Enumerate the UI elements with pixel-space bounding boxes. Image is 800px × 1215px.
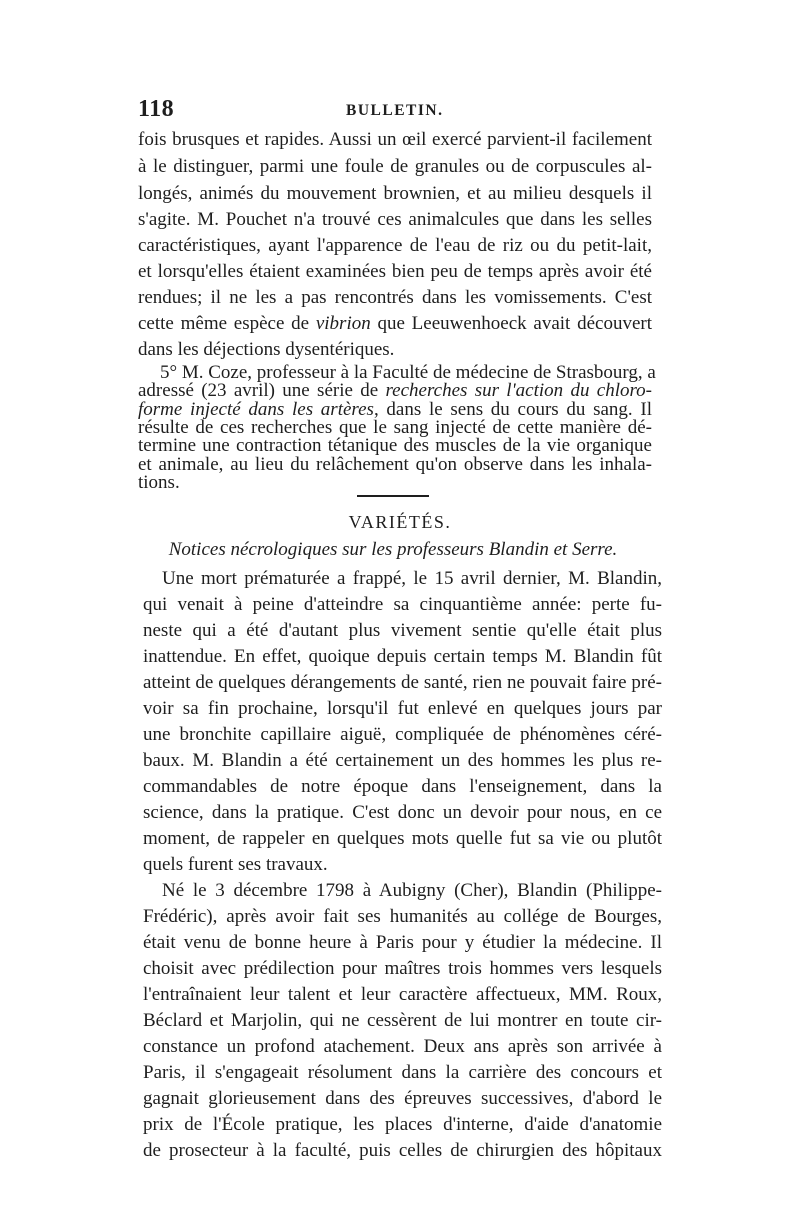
text-line: moment, de rappeler en quelques mots quelle fut sa vie ou plutôt <box>143 828 662 849</box>
text-line: et lorsqu'elles étaient examinées bien peu de temps après avoir été <box>138 261 652 282</box>
page-header <box>0 96 800 126</box>
text-line: résulte de ces recherches que le sang injecté de cette manière dé- <box>138 416 652 438</box>
text-line: et animale, au lieu du relâchement qu'on observe dans les inhala- <box>138 453 652 475</box>
text-line: à le distinguer, parmi une foule de granules ou de corpuscules al- <box>138 156 652 177</box>
text-line: gagnait glorieusement dans des épreuves successives, d'abord le <box>143 1088 662 1109</box>
text-line: constance un profond atachement. Deux ans après son arrivée à <box>143 1036 662 1057</box>
text-line: baux. M. Blandin a été certainement un des hommes les plus re- <box>143 750 662 771</box>
text-line: rendues; il ne les a pas rencontrés dans les vomissements. C'est <box>138 287 652 308</box>
text-line: Béclard et Marjolin, qui ne cessèrent de lui montrer en toute cir- <box>143 1010 662 1031</box>
text-line: Une mort prématurée a frappé, le 15 avril dernier, M. Blandin, <box>162 568 662 589</box>
text-line: Frédéric), après avoir fait ses humanités au collége de Bourges, <box>143 906 662 927</box>
article-title: Notices nécrologiques sur les professeurs Blandin et Serre. <box>168 539 618 560</box>
text-line: l'entraînaient leur talent et leur caractère affectueux, MM. Roux, <box>143 984 662 1005</box>
emphasis: vibrion <box>315 313 371 334</box>
text-line: atteint de quelques dérangements de santé, rien ne pouvait faire pré- <box>143 672 662 693</box>
text-line: neste qui a été d'autant plus vivement sentie qu'elle était plus <box>143 620 662 641</box>
text-line: inattendue. En effet, quoique depuis certain temps M. Blandin fût <box>143 646 662 667</box>
text-line: cette même espèce de vibrion que Leeuwenhoeck avait découvert <box>138 313 652 334</box>
text-line: forme injecté dans les artères, dans le sens du cours du sang. Il <box>138 398 652 420</box>
text-line: Paris, il s'engageait résolument dans la carrière des concours et <box>143 1062 662 1083</box>
text-line: caractéristiques, ayant l'apparence de l'eau de riz ou du petit-lait, <box>138 235 652 256</box>
text-line: Né le 3 décembre 1798 à Aubigny (Cher), Blandin (Philippe- <box>162 880 662 901</box>
emphasis: forme injecté dans les artères <box>138 398 374 420</box>
text-line: prix de l'École pratique, les places d'interne, d'aide d'anatomie <box>143 1114 662 1135</box>
text-line: s'agite. M. Pouchet n'a trouvé ces animalcules que dans les selles <box>138 209 652 230</box>
emphasis: recherches sur l'action du chloro- <box>385 380 652 402</box>
text-line: commandables de notre époque dans l'enseignement, dans la <box>143 776 662 797</box>
text-line: une bronchite capillaire aiguë, compliquée de phénomènes céré- <box>143 724 662 745</box>
section-title: VARIÉTÉS. <box>348 512 452 532</box>
running-title: BULLETIN. <box>346 102 444 119</box>
text-line: fois brusques et rapides. Aussi un œil exercé parvient-il facilement <box>138 129 652 150</box>
text-line: dans les déjections dysentériques. <box>138 339 395 360</box>
text-line: longés, animés du mouvement brownien, et au milieu desquels il <box>138 183 652 204</box>
text-line: termine une contraction tétanique des muscles de la vie organique <box>138 435 652 457</box>
text-line: adressé (23 avril) une série de recherches sur l'action du chloro- <box>138 380 652 402</box>
text-line: science, dans la pratique. C'est donc un devoir pour nous, en ce <box>143 802 662 823</box>
text-line: tions. <box>138 471 180 493</box>
text-line: choisit avec prédilection pour maîtres trois hommes vers lesquels <box>143 958 662 979</box>
text-line: était venu de bonne heure à Paris pour y étudier la médecine. Il <box>143 932 662 953</box>
section-divider <box>357 495 429 497</box>
text-line: quels furent ses travaux. <box>143 854 328 875</box>
page-number: 118 <box>138 96 175 122</box>
text-line: voir sa fin prochaine, lorsqu'il fut enlevé en quelques jours par <box>143 698 662 719</box>
text-line: de prosecteur à la faculté, puis celles de chirurgien des hôpitaux <box>143 1140 662 1161</box>
text-line: 5° M. Coze, professeur à la Faculté de médecine de Strasbourg, a <box>160 362 656 383</box>
text-line: qui venait à peine d'atteindre sa cinquantième année: perte fu- <box>143 594 662 615</box>
